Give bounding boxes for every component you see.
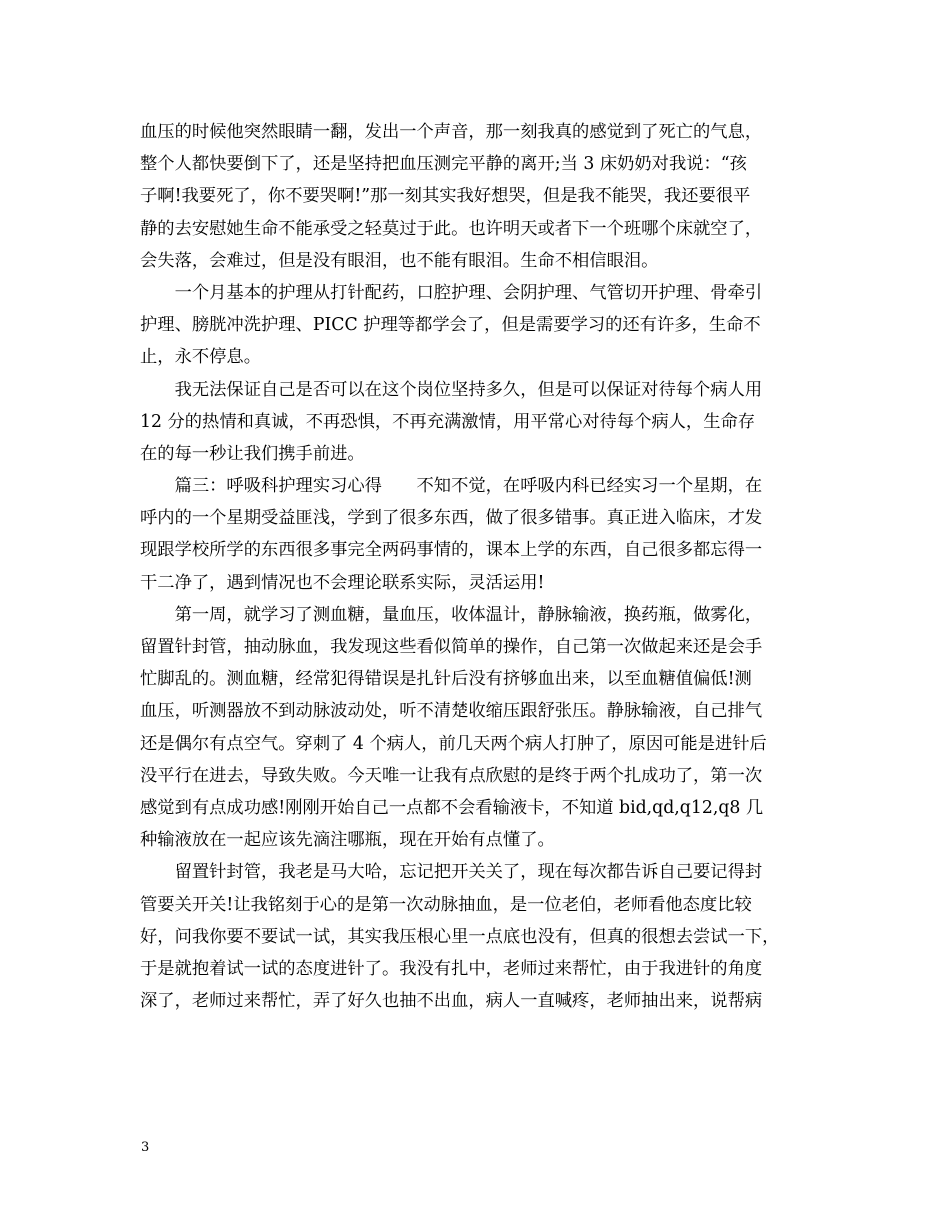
text-line: 第一周，就学习了测血糖，量血压，收体温计，静脉输液，换药瓶，做雾化， — [140, 604, 763, 625]
text-line: 呼内的一个星期受益匪浅，学到了很多东西，做了很多错事。真正进入临床，才发 — [140, 508, 763, 529]
paragraph — [140, 856, 816, 1017]
text-line: 止，永不停息。 — [140, 347, 261, 368]
text-line: 整个人都快要倒下了，还是坚持把血压测完平静的离开;当 3 床奶奶对我说：“孩 — [140, 154, 747, 175]
text-line: 12 分的热情和真诚，不再恐惧，不再充满激情，用平常心对待每个病人，生命存 — [140, 411, 756, 432]
text-line: 于是就抱着试一试的态度进针了。我没有扎中，老师过来帮忙，由于我进针的角度 — [140, 958, 763, 979]
text-line: 好，问我你要不要试一试，其实我压根心里一点底也没有，但真的很想去尝试一下， — [140, 926, 780, 947]
text-line: 忙脚乱的。测血糖，经常犯得错误是扎针后没有挤够血出来，以至血糖值偏低!测 — [140, 669, 752, 690]
text-line: 我无法保证自己是否可以在这个岗位坚持多久，但是可以保证对待每个病人用 — [140, 379, 763, 400]
text-line: 深了，老师过来帮忙，弄了好久也抽不出血，病人一直喊疼，老师抽出来，说帮病 — [140, 991, 763, 1012]
text-line: 血压，听测器放不到动脉波动处，听不清楚收缩压跟舒张压。静脉输液，自己排气 — [140, 701, 763, 722]
text-line: 一个月基本的护理从打针配药，口腔护理、会阴护理、气管切开护理、骨牵引 — [140, 282, 763, 303]
text-line: 管要关开关!让我铭刻于心的是第一次动脉抽血，是一位老伯，老师看他态度比较 — [140, 894, 752, 915]
text-line: 静的去安慰她生命不能承受之轻莫过于此。也许明天或者下一个班哪个床就空了， — [140, 218, 763, 239]
text-line: 会失落，会难过，但是没有眼泪，也不能有眼泪。生命不相信眼泪。 — [140, 250, 659, 271]
text-line: 在的每一秒让我们携手前进。 — [140, 443, 365, 464]
page-number: 3 — [141, 1140, 150, 1155]
text-line: 留置针封管，我老是马大哈，忘记把开关关了，现在每次都告诉自己要记得封 — [140, 862, 763, 883]
text-line: 血压的时候他突然眼睛一翻，发出一个声音，那一刻我真的感觉到了死亡的气息， — [140, 122, 763, 142]
text-line: 还是偶尔有点空气。穿刺了 4 个病人，前几天两个病人打肿了，原因可能是进针后 — [140, 733, 767, 754]
text-line: 留置针封管，抽动脉血，我发现这些看似简单的操作，自己第一次做起来还是会手 — [140, 637, 763, 657]
text-line: 篇三：呼吸科护理实习心得 不知不觉，在呼吸内科已经实习一个星期，在 — [140, 476, 763, 497]
paragraph — [140, 116, 816, 277]
body-text — [140, 116, 816, 1017]
text-line: 没平行在进去，导致失败。今天唯一让我有点欣慰的是终于两个扎成功了，第一次 — [140, 765, 763, 786]
paragraph — [140, 374, 816, 471]
paragraph — [140, 470, 816, 599]
text-line: 种输液放在一起应该先滴注哪瓶，现在开始有点懂了。 — [140, 830, 555, 851]
text-line: 现跟学校所学的东西很多事完全两码事情的，课本上学的东西，自己很多都忘得一 — [140, 540, 763, 561]
text-line: 干二净了，遇到情况也不会理论联系实际，灵活运用! — [140, 572, 545, 593]
paragraph — [140, 599, 816, 857]
text-line: 感觉到有点成功感!刚刚开始自己一点都不会看输液卡，不知道 bid,qd,q12,q8 几 — [140, 797, 764, 818]
text-line: 护理、膀胱冲洗护理、PICC 护理等都学会了，但是需要学习的还有许多，生命不 — [140, 315, 761, 336]
text-line: 子啊!我要死了，你不要哭啊!”那一刻其实我好想哭，但是我不能哭，我还要很平 — [140, 186, 751, 207]
paragraph — [140, 277, 816, 374]
